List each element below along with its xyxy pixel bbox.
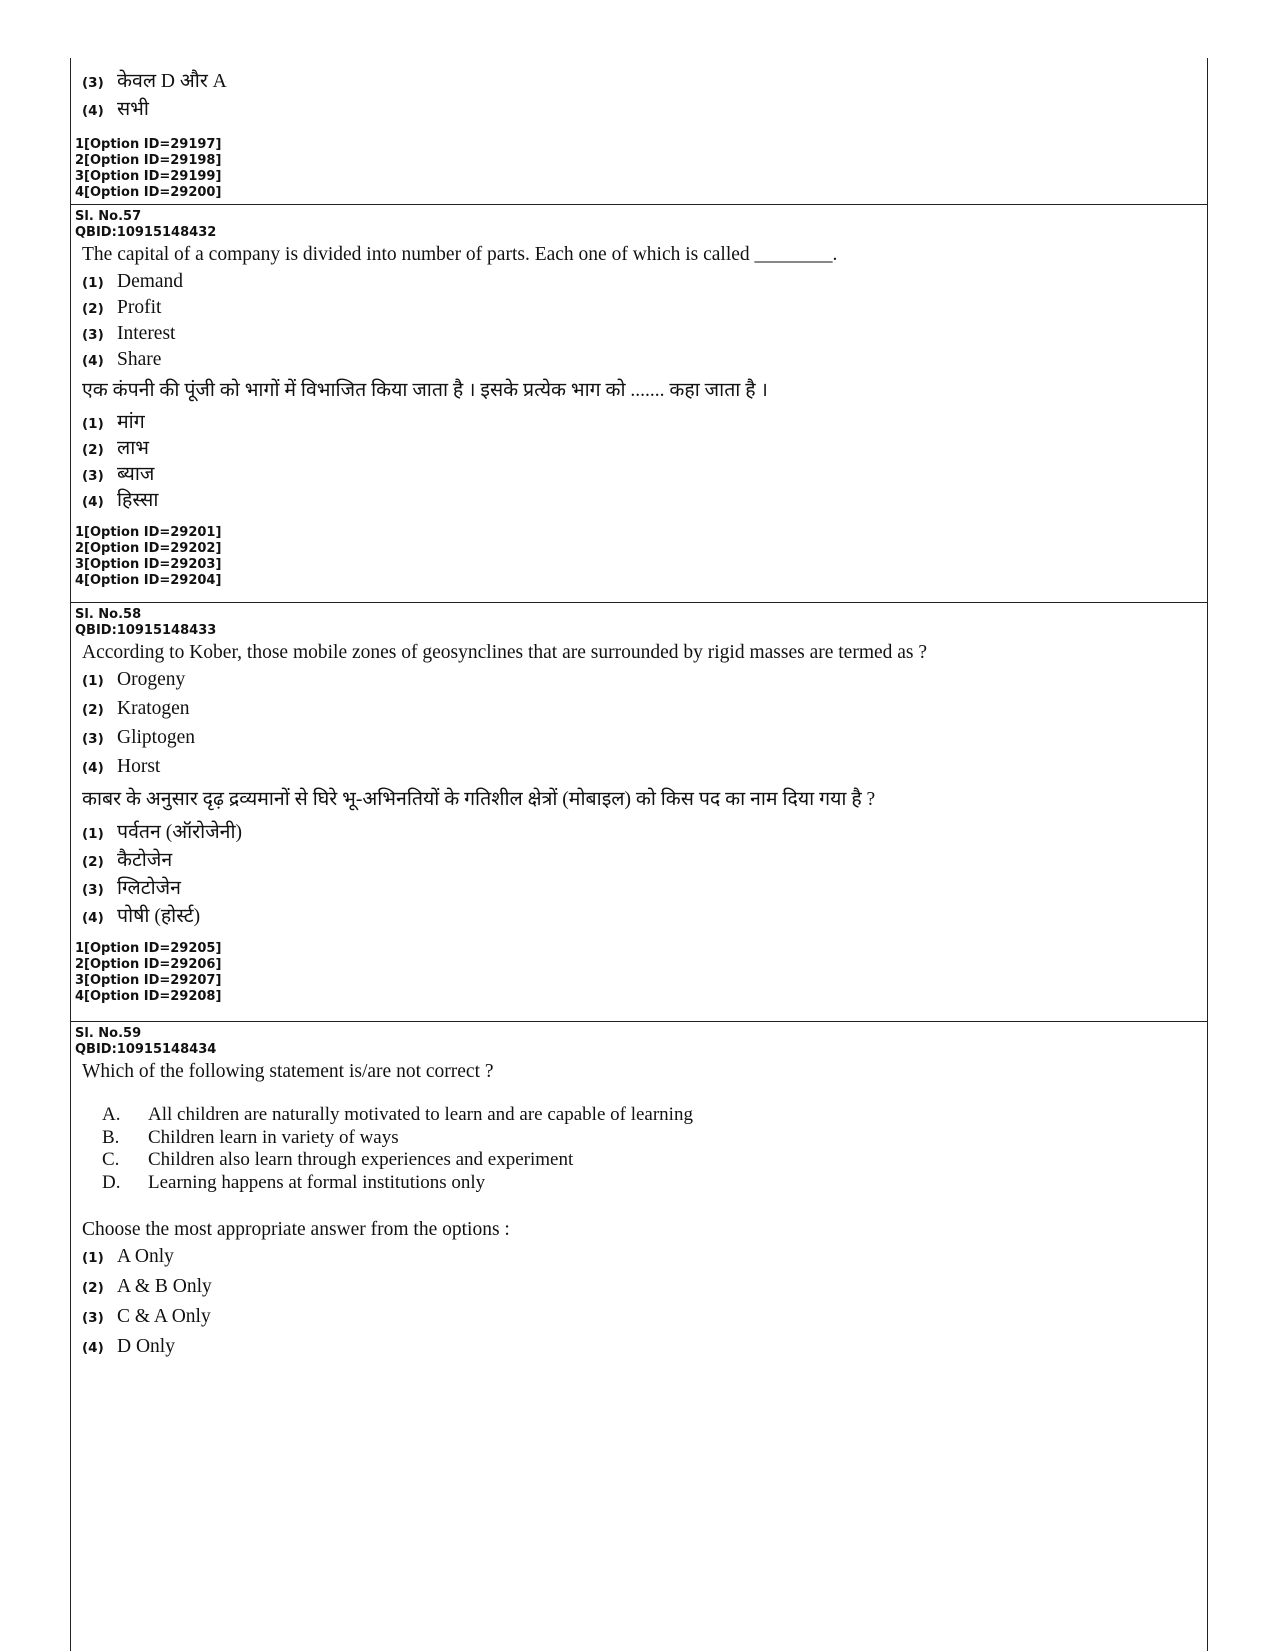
option-id: 1[Option ID=29201] (75, 525, 222, 540)
option-number: (2) (82, 442, 104, 458)
option-id: 1[Option ID=29205] (75, 941, 222, 956)
option-id-list (75, 137, 1207, 201)
option-row (75, 66, 1207, 94)
option-row (75, 756, 1207, 786)
question-text-en: According to Kober, those mobile zones of geosynclines that are surrounded by rigid masses are termed as ? (82, 642, 928, 663)
option-id: 4[Option ID=29208] (75, 989, 222, 1004)
statement-item (75, 1127, 1207, 1150)
question-text-en: The capital of a company is divided into number of parts. Each one of which is called ________. (82, 244, 838, 265)
option-row (75, 845, 1207, 873)
option-row (75, 297, 1207, 323)
question-56-tail (71, 58, 1207, 205)
option-text: केवल D और A (117, 71, 227, 92)
option-id: 3[Option ID=29203] (75, 557, 222, 572)
option-text: Interest (117, 323, 176, 344)
option-text: पर्वतन (ऑरोजेनी) (117, 822, 243, 843)
option-row (75, 271, 1207, 297)
option-number: (4) (82, 103, 104, 119)
option-id: 1[Option ID=29197] (75, 137, 222, 152)
option-id: 4[Option ID=29204] (75, 573, 222, 588)
option-number: (1) (82, 416, 104, 432)
option-row (75, 727, 1207, 756)
option-row (75, 1246, 1207, 1276)
qbid: QBID:10915148432 (75, 225, 217, 240)
statement-item (75, 1172, 1207, 1195)
option-row (75, 669, 1207, 698)
option-number: (4) (82, 760, 104, 776)
question-text-en: Which of the following statement is/are not correct ? (82, 1061, 494, 1082)
question-text-hi: एक कंपनी की पूंजी को भागों में विभाजित किया जाता है । इसके प्रत्येक भाग को ....... कहा जाता है । (82, 380, 768, 401)
question-58 (71, 603, 1207, 1022)
option-text: सभी (117, 99, 149, 120)
qbid: QBID:10915148434 (75, 1042, 217, 1057)
option-number: (4) (82, 494, 104, 510)
option-row (75, 323, 1207, 349)
option-text: ब्याज (117, 464, 155, 485)
option-number: (2) (82, 1280, 104, 1296)
option-text: A Only (117, 1246, 174, 1267)
statement-letter: A. (102, 1104, 121, 1125)
option-number: (4) (82, 910, 104, 926)
option-number: (2) (82, 702, 104, 718)
option-number: (4) (82, 353, 104, 369)
option-text: Share (117, 349, 162, 370)
option-id: 3[Option ID=29199] (75, 169, 222, 184)
option-number: (3) (82, 731, 104, 747)
option-id: 3[Option ID=29207] (75, 973, 222, 988)
option-text: पोषी (होर्स्ट) (117, 906, 201, 927)
option-text: Gliptogen (117, 727, 195, 748)
option-row (75, 698, 1207, 727)
option-number: (3) (82, 1310, 104, 1326)
statement-item (75, 1149, 1207, 1172)
option-row (75, 817, 1207, 845)
statement-letter: D. (102, 1171, 121, 1193)
option-number: (3) (82, 882, 104, 898)
option-number: (4) (82, 1340, 104, 1356)
option-number: (1) (82, 826, 104, 842)
option-row (75, 1306, 1207, 1336)
qbid: QBID:10915148433 (75, 623, 217, 638)
option-text: D Only (117, 1336, 175, 1357)
option-text: Horst (117, 756, 161, 777)
option-text: कैटोजेन (117, 850, 173, 871)
option-id-list (75, 525, 1207, 589)
option-row (75, 1276, 1207, 1306)
serial-number: Sl. No.59 (75, 1026, 142, 1041)
option-text: लाभ (117, 438, 149, 459)
option-row (75, 94, 1207, 122)
statement-letter: C. (102, 1149, 120, 1170)
option-row (75, 459, 1207, 485)
statement-text: Learning happens at formal institutions only (148, 1171, 486, 1193)
statement-list (75, 1104, 1207, 1194)
option-id-list (75, 941, 1207, 1005)
option-row (75, 485, 1207, 513)
option-id: 4[Option ID=29200] (75, 185, 222, 200)
option-text: Profit (117, 297, 162, 318)
option-text: हिस्सा (117, 490, 159, 511)
option-row (75, 901, 1207, 929)
statement-text: All children are naturally motivated to learn and are capable of learning (148, 1104, 693, 1125)
option-text: A & B Only (117, 1276, 212, 1297)
question-paper-frame (70, 58, 1208, 1651)
option-text: C & A Only (117, 1306, 211, 1327)
option-number: (2) (82, 301, 104, 317)
question-57 (71, 205, 1207, 603)
option-row (75, 873, 1207, 901)
serial-number: Sl. No.58 (75, 607, 142, 622)
question-59 (71, 1022, 1207, 1366)
option-row (75, 407, 1207, 433)
option-id: 2[Option ID=29198] (75, 153, 222, 168)
question-text-hi: काबर के अनुसार दृढ़ द्रव्यमानों से घिरे भू-अभिनतियों के गतिशील क्षेत्रों (मोबाइल) को किस पद का नाम दिया गया है ? (82, 789, 876, 810)
option-row (75, 433, 1207, 459)
serial-number: Sl. No.57 (75, 209, 142, 224)
option-number: (1) (82, 1250, 104, 1266)
statement-text: Children learn in variety of ways (148, 1126, 399, 1148)
statement-text: Children also learn through experiences and experiment (148, 1149, 574, 1170)
option-row (75, 349, 1207, 377)
option-text: Kratogen (117, 698, 190, 719)
option-number: (3) (82, 468, 104, 484)
option-row (75, 1336, 1207, 1366)
option-id: 2[Option ID=29202] (75, 541, 222, 556)
option-number: (1) (82, 673, 104, 689)
instruction-text: Choose the most appropriate answer from the options : (82, 1219, 510, 1240)
option-id: 2[Option ID=29206] (75, 957, 222, 972)
option-text: ग्लिटोजेन (117, 878, 181, 899)
option-number: (2) (82, 854, 104, 870)
option-number: (3) (82, 75, 104, 91)
option-number: (3) (82, 327, 104, 343)
option-text: Orogeny (117, 669, 186, 690)
statement-item (75, 1104, 1207, 1127)
option-number: (1) (82, 275, 104, 291)
option-text: Demand (117, 271, 184, 292)
statement-letter: B. (102, 1126, 120, 1148)
option-text: मांग (117, 412, 145, 433)
